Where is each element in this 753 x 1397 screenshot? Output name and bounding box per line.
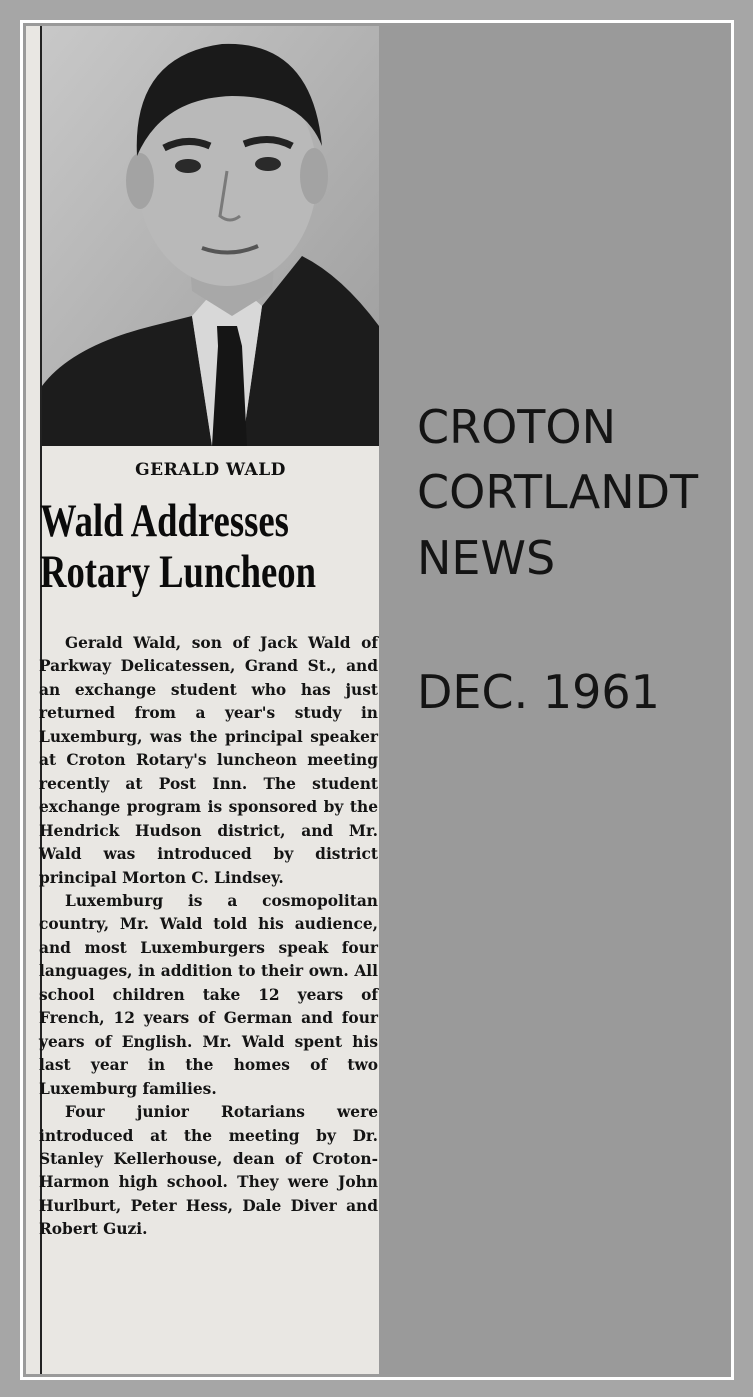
source-line-cortlandt: CORTLANDT bbox=[417, 465, 699, 519]
portrait-photo bbox=[42, 26, 379, 446]
framed-image bbox=[20, 20, 734, 1380]
source-line-croton: CROTON bbox=[417, 400, 617, 454]
headline-line-1: Wald Addresses bbox=[40, 495, 289, 547]
source-date: DEC. 1961 bbox=[417, 665, 660, 719]
newspaper-clipping bbox=[26, 26, 379, 1374]
source-line-news: NEWS bbox=[417, 531, 556, 585]
article-headline bbox=[40, 495, 316, 598]
source-panel bbox=[417, 23, 731, 1377]
headline-line-2: Rotary Luncheon bbox=[40, 546, 316, 598]
article-body bbox=[39, 632, 378, 1242]
photo-caption: GERALD WALD bbox=[135, 460, 286, 480]
article-paragraph-1: Gerald Wald, son of Jack Wald of Parkway Delicatessen, Grand St., and an exchange student who has just returned from a year's study in Luxemburg, was the principal speaker at Croton Rotary's luncheon meeting recently at Post Inn. The student exchange program is sponsored by the Hendrick Hudson district, and Mr. Wald was introduced by district principal Morton C. Lindsey. bbox=[39, 634, 378, 887]
article-paragraph-2: Luxemburg is a cosmopolitan country, Mr. Wald told his audience, and most Luxemburgers speak four languages, in addition to their own. All school children take 12 years of French, 12 years of German and four years of English. Mr. Wald spent his last year in the homes of two Luxemburg families. bbox=[39, 891, 378, 1098]
article-paragraph-3: Four junior Rotarians were introduced at the meeting by Dr. Stanley Kellerhouse, dean of Croton-Harmon high school. They were John Hurlburt, Peter Hess, Dale Diver and Robert Guzi. bbox=[39, 1103, 378, 1239]
